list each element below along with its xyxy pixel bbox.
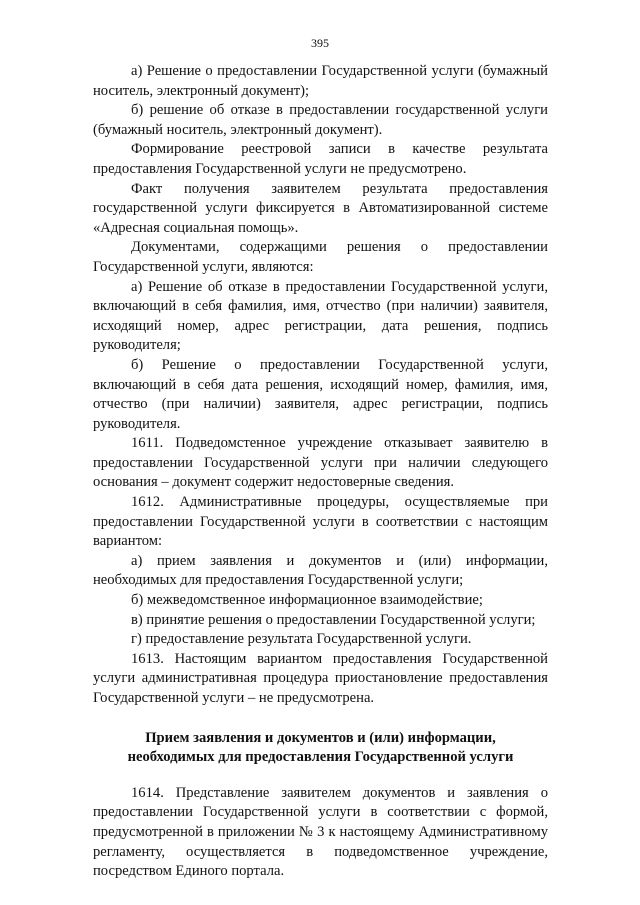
spacer (93, 768, 548, 784)
section-heading-line-2: необходимых для предоставления Государственной услуги (127, 749, 514, 766)
paragraph-procedure-a: а) прием заявления и документов и (или) информации, необходимых для предоставления Государственной услуги; (93, 552, 548, 589)
paragraph-registry-record: Формирование реестровой записи в качестве результата предоставления Государственной услуги не предусмотрено. (93, 141, 548, 177)
paragraph-refusal-decision: а) Решение об отказе в предоставлении Государственной услуги, включающий в себя фамилия, имя, отчество (при наличии) заявителя, исходящий номер, адрес регистрации, дата решения, подпись руководителя; (93, 278, 548, 354)
paragraph-1613: 1613. Настоящим вариантом предоставления Государственной услуги административная процедура приостановление предоставления Государственной услуги – не предусмотрена. (93, 650, 548, 706)
document-body (93, 62, 548, 882)
spacer (93, 709, 548, 729)
paragraph-procedure-c: в) принятие решения о предоставлении Государственной услуги; (131, 611, 536, 628)
paragraph-procedure-d: г) предоставление результата Государственной услуги. (131, 631, 472, 648)
paragraph-procedure-b: б) межведомственное информационное взаимодействие; (131, 592, 483, 609)
paragraph-1614: 1614. Представление заявителем документов и заявления о предоставлении Государственной услуги в соответствии с формой, предусмотренной в приложении № 3 к настоящему Административному регламенту, осуществляется в подведомственное учреждение, посредством Единого портала. (93, 784, 548, 880)
paragraph-1611: 1611. Подведомстенное учреждение отказывает заявителю в предоставлении Государственной услуги при наличии следующего основания – документ содержит недостоверные сведения. (93, 435, 548, 491)
paragraph-documents-intro: Документами, содержащими решения о предоставлении Государственной услуги, являются: (93, 239, 548, 275)
paragraph-result-a: а) Решение о предоставлении Государственной услуги (бумажный носитель, электронный документ); (93, 63, 548, 99)
section-heading-line-1: Прием заявления и документов и (или) информации, (145, 729, 496, 746)
paragraph-grant-decision: б) Решение о предоставлении Государственной услуги, включающий в себя дата решения, исходящий номер, фамилия, имя, отчество (при наличии) заявителя, адрес регистрации, подпись руководителя. (93, 356, 548, 432)
paragraph-1612: 1612. Административные процедуры, осуществляемые при предоставлении Государственной услуги в соответствии с настоящим вариантом: (93, 494, 548, 550)
paragraph-result-b: б) решение об отказе в предоставлении государственной услуги (бумажный носитель, электронный документ). (93, 102, 548, 138)
paragraph-fact-of-receipt: Факт получения заявителем результата предоставления государственной услуги фиксируется в Автоматизированной системе «Адресная социальная помощь». (93, 180, 548, 236)
page-number: 395 (311, 36, 329, 50)
